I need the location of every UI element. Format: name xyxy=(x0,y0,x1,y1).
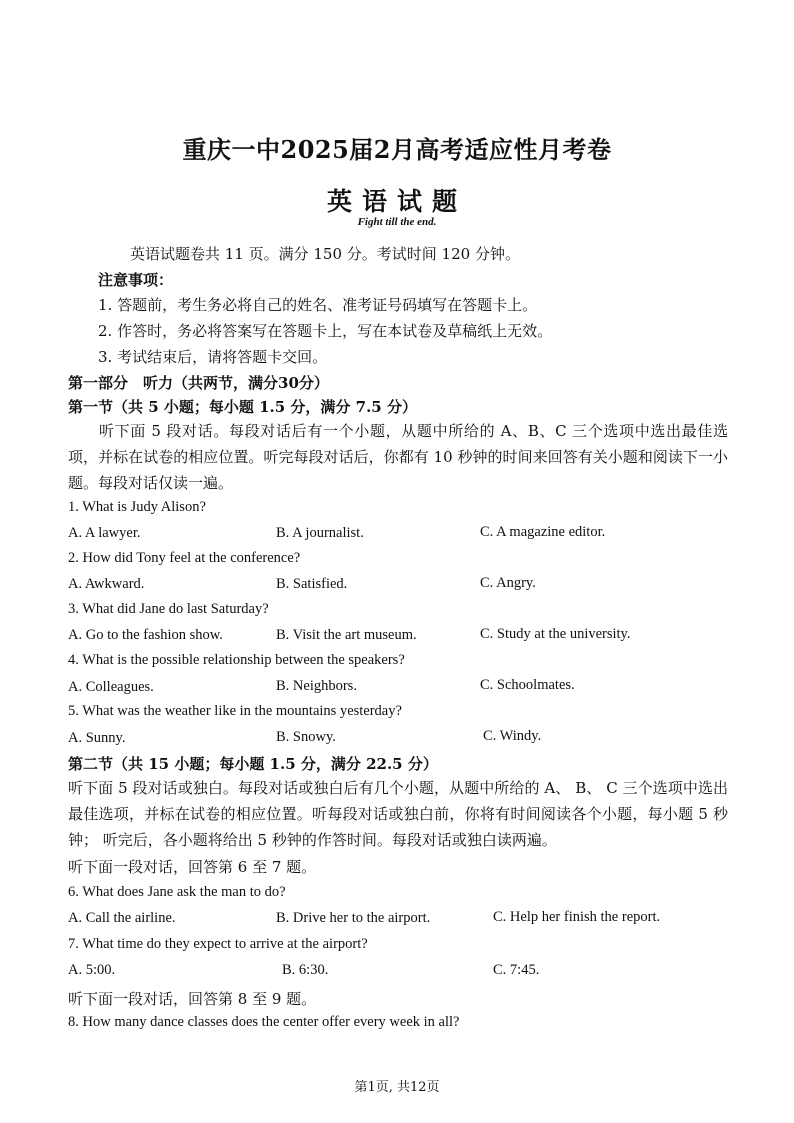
exam-intro: 英语试题卷共 11 页。满分 150 分。考试时间 120 分钟。 xyxy=(130,245,520,263)
section1-instructions: 听下面 5 段对话。每段对话后有一个小题，从题中所给的 A、B、C 三个选项中选出最佳选项，并标在试卷的相应位置。听完每段对话后，你都有 10 秒钟的时间来回答有关小题和阅读下一小题。每段对话仅读一遍。 xyxy=(68,422,728,492)
option-c: C. Windy. xyxy=(483,728,542,744)
listening-lead: 听下面一段对话，回答第 8 至 9 题。 xyxy=(68,990,317,1008)
exam-title: 重庆一中2025届2月高考适应性月考卷 xyxy=(182,135,612,164)
notice-item: 3. 考试结束后，请将答题卡交回。 xyxy=(98,348,328,366)
part1-heading: 第一部分 听力（共两节，满分30分） xyxy=(68,374,329,392)
notice-heading: 注意事项： xyxy=(98,271,174,289)
option-b: B. Visit the art museum. xyxy=(276,627,417,643)
question-stem: 4. What is the possible relationship between the speakers? xyxy=(68,652,405,668)
listening-lead: 听下面一段对话，回答第 6 至 7 题。 xyxy=(68,858,317,876)
option-c: C. Help her finish the report. xyxy=(493,909,661,925)
question-stem: 7. What time do they expect to arrive at the airport? xyxy=(68,936,368,952)
question-stem: 8. How many dance classes does the center offer every week in all? xyxy=(68,1014,460,1030)
option-a: A. Colleagues. xyxy=(68,679,154,695)
section2-instructions: 听下面 5 段对话或独白。每段对话或独白后有几个小题，从题中所给的 A、 B、 C 三个选项中选出最佳选项，并标在试卷的相应位置。听每段对话或独白前，你将有时间阅读各个小题，每小题 5 秒钟； 听完后，各小题将给出 5 秒钟的作答时间。每段对话或独白读两遍。 xyxy=(68,779,728,849)
option-c: C. Schoolmates. xyxy=(480,677,575,693)
section2-heading: 第二节（共 15 小题；每小题 1.5 分，满分 22.5 分） xyxy=(68,755,438,773)
subject-title: 英语试题 xyxy=(326,187,467,216)
option-a: A. Call the airline. xyxy=(68,910,176,926)
option-a: A. A lawyer. xyxy=(68,525,141,541)
option-b: B. 6:30. xyxy=(282,962,329,978)
option-b: B. Snowy. xyxy=(276,729,336,745)
option-b: B. A journalist. xyxy=(276,525,364,541)
notice-item: 2. 作答时，务必将答案写在答题卡上，写在本试卷及草稿纸上无效。 xyxy=(98,322,553,340)
section1-heading: 第一节（共 5 小题；每小题 1.5 分，满分 7.5 分） xyxy=(68,398,417,416)
option-c: C. A magazine editor. xyxy=(480,524,606,540)
option-b: B. Drive her to the airport. xyxy=(276,910,431,926)
option-a: A. Awkward. xyxy=(68,576,145,592)
option-c: C. Study at the university. xyxy=(480,626,631,642)
motto: Fight till the end. xyxy=(357,216,437,228)
option-c: C. Angry. xyxy=(480,575,536,591)
option-c: C. 7:45. xyxy=(493,962,540,978)
option-a: A. Sunny. xyxy=(68,730,126,746)
option-a: A. 5:00. xyxy=(68,962,116,978)
question-stem: 5. What was the weather like in the mountains yesterday? xyxy=(68,703,402,719)
option-a: A. Go to the fashion show. xyxy=(68,627,223,643)
option-b: B. Satisfied. xyxy=(276,576,348,592)
notice-item: 1. 答题前，考生务必将自己的姓名、准考证号码填写在答题卡上。 xyxy=(98,296,538,314)
question-stem: 6. What does Jane ask the man to do? xyxy=(68,884,286,900)
page-footer: 第1页, 共12页 xyxy=(354,1080,440,1095)
question-stem: 1. What is Judy Alison? xyxy=(68,499,206,515)
question-stem: 3. What did Jane do last Saturday? xyxy=(68,601,269,617)
question-stem: 2. How did Tony feel at the conference? xyxy=(68,550,301,566)
option-b: B. Neighbors. xyxy=(276,678,357,694)
